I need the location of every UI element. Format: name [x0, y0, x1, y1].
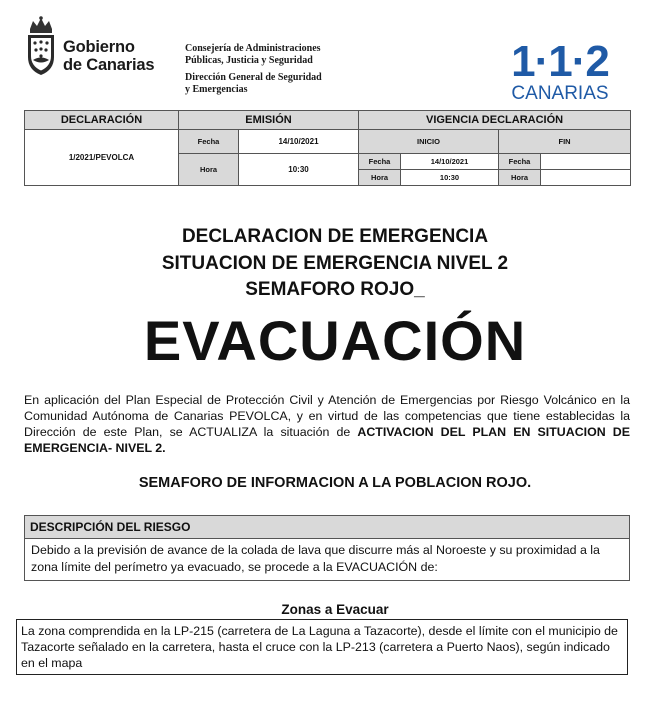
emision-fecha-value: 14/10/2021 — [239, 130, 359, 154]
semaforo-info-heading: SEMAFORO DE INFORMACION A LA POBLACION ROJO. — [138, 475, 532, 491]
emision-hora-value: 10:30 — [239, 154, 359, 186]
intro-text: En aplicación del Plan Especial de Protección Civil y Atención de Emergencias por Riesgo Volcánico en la Comunidad Autónoma de Canarias PEVOLCA, y en virtud de las competencias que tiene establecidas la Dirección de este Plan, se ACTUALIZA la situación de — [24, 393, 630, 439]
gobierno-canarias-line2: de Canarias — [63, 56, 155, 74]
riesgo-text: Debido a la previsión de avance de la colada de lava que discurre más al Noroeste y su proximidad a la zona límite del perímetro ya evacuado, se procede a la EVACUACIÓN de: — [31, 543, 600, 574]
riesgo-box — [24, 515, 630, 581]
ministry-line-3: Dirección General de Seguridad — [185, 72, 322, 83]
inicio-fecha-label: Fecha — [359, 154, 401, 170]
fin-label: FIN — [499, 130, 631, 154]
logo-112-subtitle: CANARIAS — [511, 83, 609, 104]
inicio-fecha-value: 14/10/2021 — [401, 154, 499, 170]
ministry-line-2: Públicas, Justicia y Seguridad — [185, 55, 313, 66]
inicio-hora-label: Hora — [359, 170, 401, 186]
emision-fecha-label: Fecha — [179, 130, 239, 154]
title-line-1: DECLARACION DE EMERGENCIA — [181, 226, 489, 247]
logo-112-number: 1·1·2 — [511, 37, 609, 86]
gobierno-canarias-crest-icon — [24, 15, 58, 77]
ministry-line-1: Consejería de Administraciones — [185, 43, 321, 54]
header-emision: EMISIÓN — [179, 111, 359, 130]
fin-fecha-label: Fecha — [499, 154, 541, 170]
zonas-heading: Zonas a Evacuar — [281, 602, 389, 617]
logo-112-canarias — [508, 37, 612, 106]
header-vigencia: VIGENCIA DECLARACIÓN — [359, 111, 631, 130]
inicio-hora-value: 10:30 — [401, 170, 499, 186]
fin-fecha-value — [541, 154, 631, 170]
intro-paragraph — [24, 392, 630, 456]
main-title-evacuacion: EVACUACIÓN — [143, 309, 527, 372]
header-declaracion: DECLARACIÓN — [25, 111, 179, 130]
ministry-line-4: y Emergencias — [185, 84, 248, 95]
emision-hora-label: Hora — [179, 154, 239, 186]
fin-hora-value — [541, 170, 631, 186]
riesgo-heading: DESCRIPCIÓN DEL RIESGO — [25, 516, 629, 539]
declaration-table — [24, 110, 631, 186]
gobierno-canarias-line1: Gobierno — [63, 38, 135, 56]
zonas-text: La zona comprendida en la LP-215 (carretera de La Laguna a Tazacorte), desde el límite con el municipio de Tazacorte señalado en la carretera, hasta el cruce con la LP-213 (carretera a Puerto Naos), según indicado en el mapa — [16, 619, 628, 675]
declaracion-id: 1/2021/PEVOLCA — [25, 130, 179, 186]
fin-hora-label: Hora — [499, 170, 541, 186]
intro-bold-text: ACTIVACION DEL PLAN EN SITUACION DE EMERGENCIA- NIVEL 2. — [24, 425, 631, 455]
inicio-label: INICIO — [359, 130, 499, 154]
title-line-3: SEMAFORO ROJO_ — [245, 279, 425, 300]
title-line-2: SITUACION DE EMERGENCIA NIVEL 2 — [161, 253, 509, 274]
